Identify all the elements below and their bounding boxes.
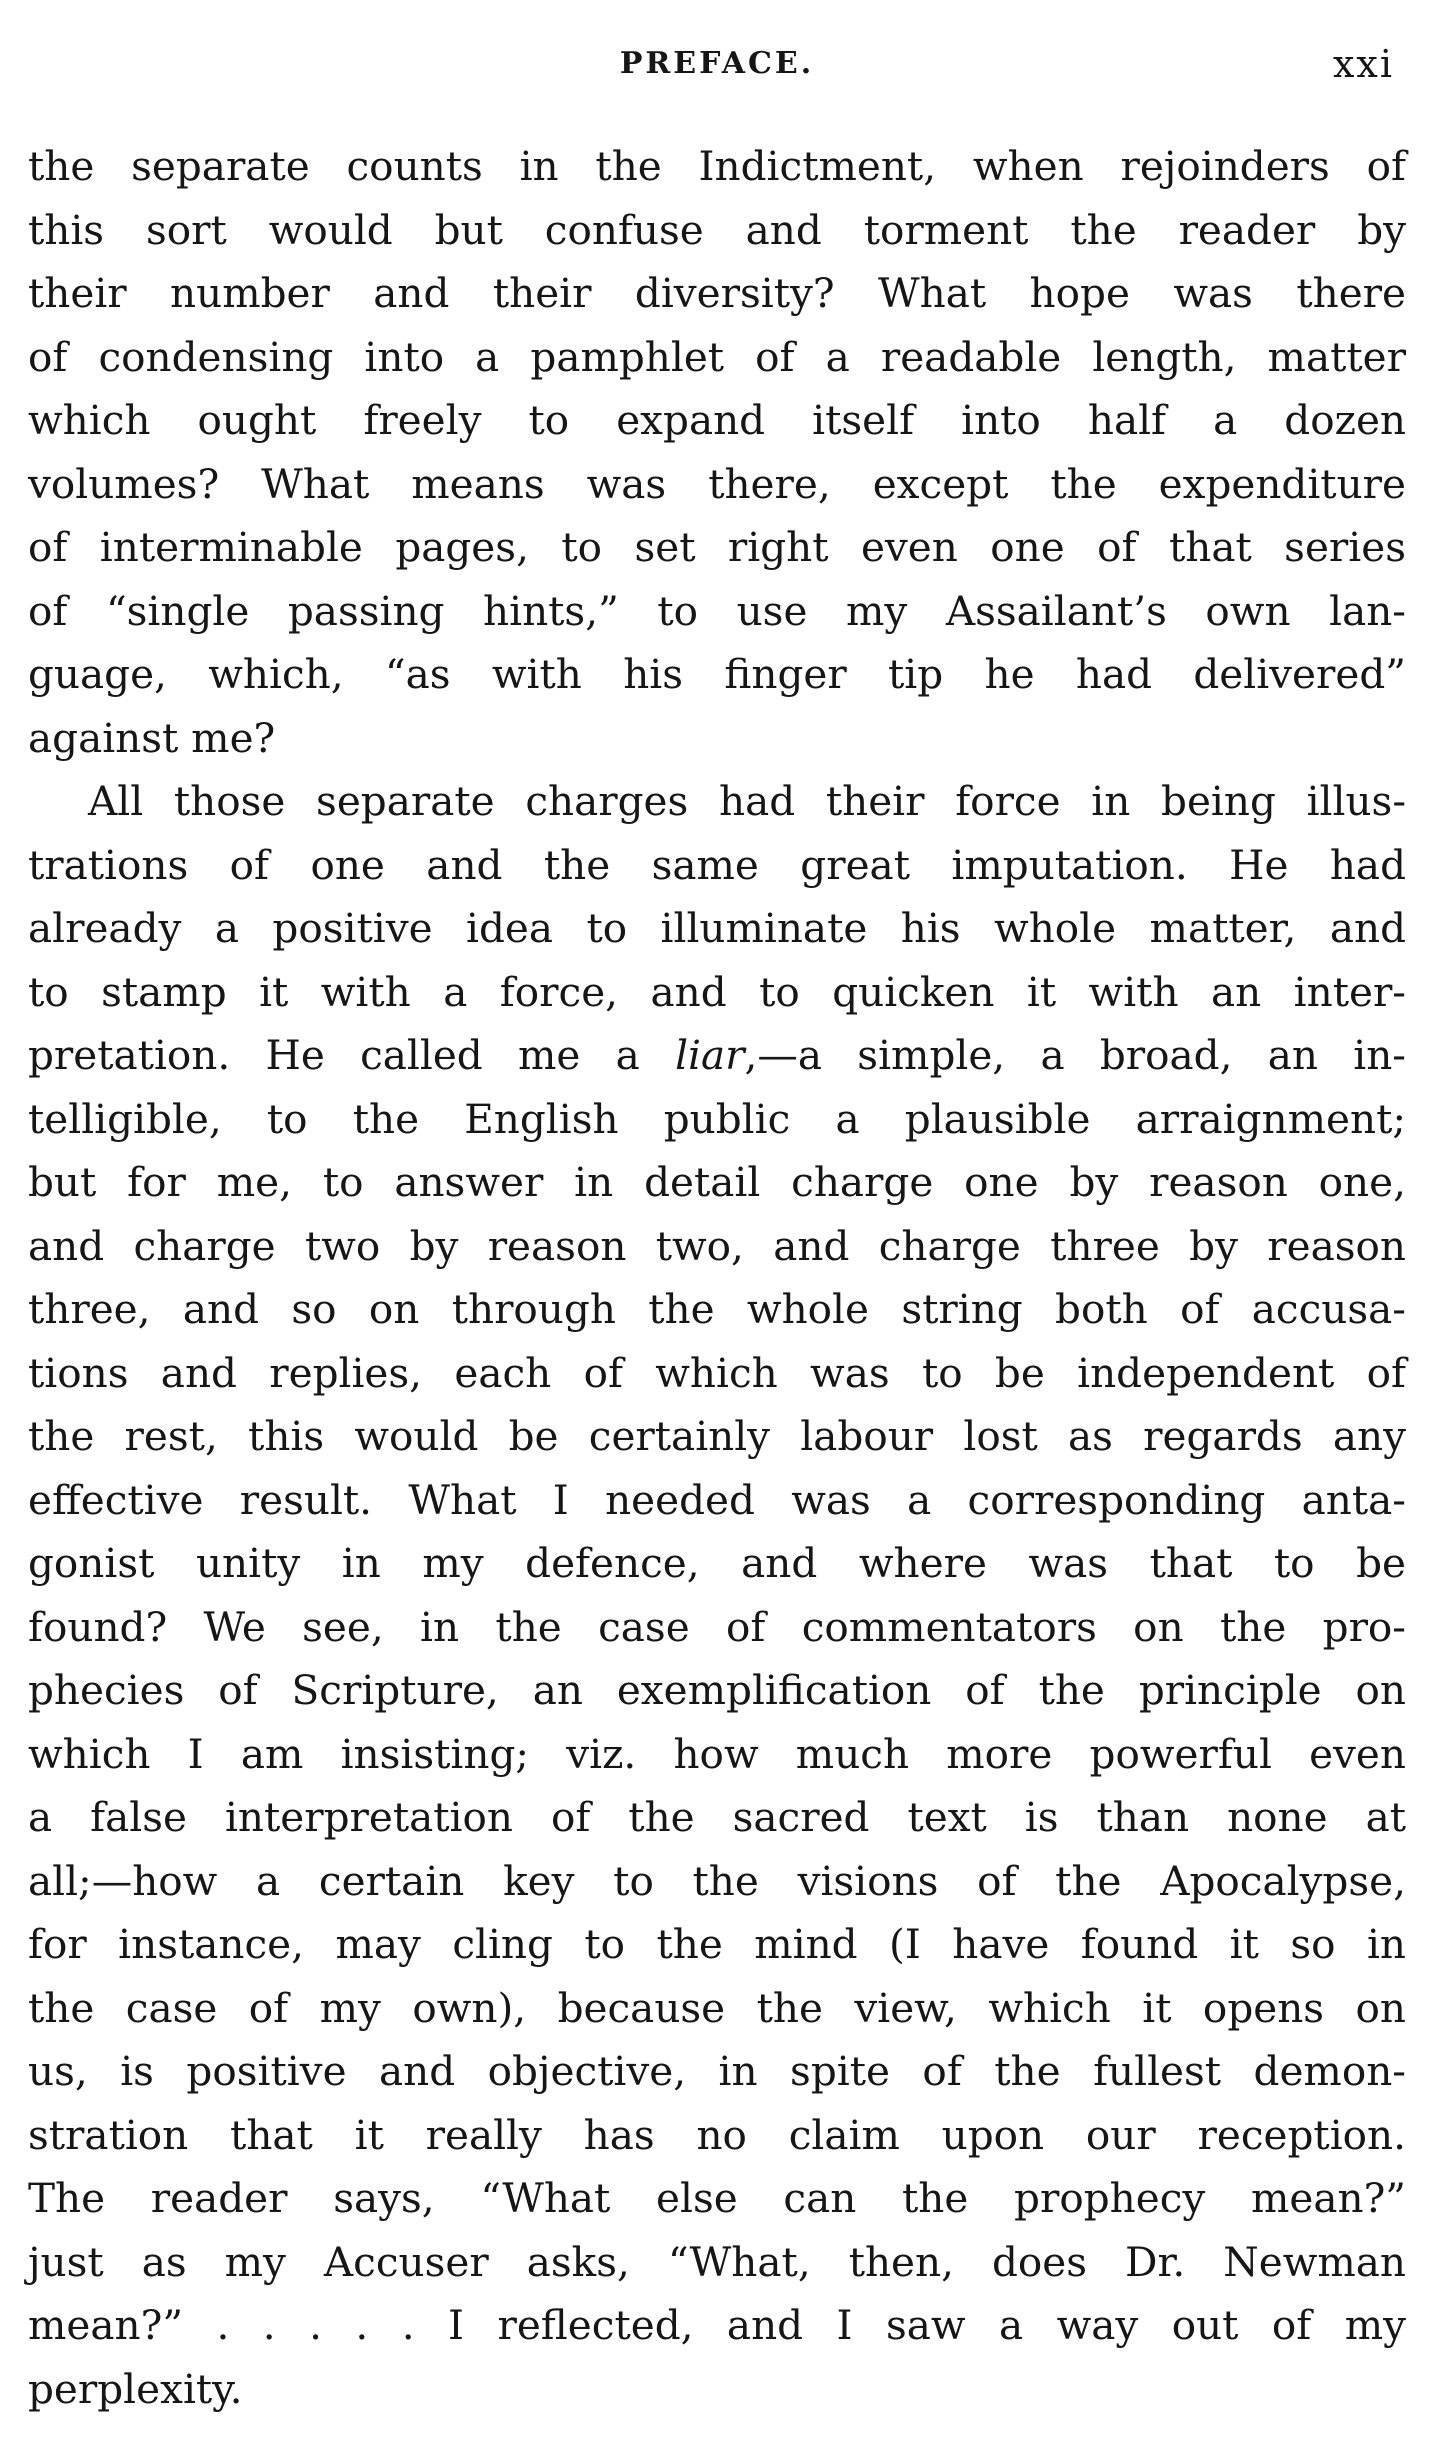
italic-word: liar [675, 1031, 745, 1079]
text-line: All those separate charges had their force in being illus- [88, 777, 1406, 825]
text-line: phecies of Scripture, an exemplification of the principle on [28, 1666, 1406, 1714]
text-line: all;—how a certain key to the visions of the Apocalypse, [28, 1856, 1406, 1905]
text-line: guage, which, “as with his finger tip he had delivered” [28, 650, 1406, 698]
text-line: already a positive idea to illuminate his whole matter, and [28, 904, 1406, 952]
text-line: of “single passing hints,” to use my Assailant’s own lan- [28, 586, 1406, 635]
text-line: but for me, to answer in detail charge one by reason one, [28, 1158, 1406, 1206]
text-line: of condensing into a pamphlet of a readable length, matter [28, 332, 1406, 381]
text-line: a false interpretation of the sacred text is than none at [28, 1793, 1406, 1841]
text-line: trations of one and the same great imputation. He had [28, 840, 1406, 889]
text-line: just as my Accuser asks, “What, then, does Dr. Newman [28, 2237, 1406, 2286]
text-line: tions and replies, each of which was to be independent of [28, 1348, 1406, 1397]
text-line: stration that it really has no claim upon our reception. [28, 2110, 1406, 2159]
text-line: the rest, this would be certainly labour lost as regards any [28, 1412, 1406, 1460]
text-line: gonist unity in my defence, and where was that to be [28, 1539, 1406, 1587]
text-line: perplexity. [28, 2364, 243, 2413]
text-line: for instance, may cling to the mind (I have found it so in [28, 1920, 1406, 1968]
text-line: us, is positive and objective, in spite of the fullest demon- [28, 2047, 1406, 2095]
text-line: pretation. He called me a liar,—a simple, a broad, an in- [28, 1031, 1406, 1079]
text-line: found? We see, in the case of commentators on the pro- [28, 1602, 1406, 1651]
text-line: volumes? What means was there, except the expenditure [28, 459, 1406, 508]
text-line: three, and so on through the whole string both of accusa- [28, 1285, 1406, 1333]
text-line: the separate counts in the Indictment, when rejoinders of [28, 142, 1406, 190]
text-line: mean?” . . . . . I reflected, and I saw a way out of my [28, 2301, 1406, 2349]
text-line: telligible, to the English public a plausible arraignment; [28, 1094, 1406, 1143]
text-line: of interminable pages, to set right even one of that series [28, 523, 1406, 571]
text-line: the case of my own), because the view, which it opens on [28, 1983, 1406, 2032]
body-text [28, 135, 1406, 2421]
running-head [0, 42, 1434, 102]
text-line: effective result. What I needed was a corresponding anta- [28, 1475, 1406, 1524]
text-line: which ought freely to expand itself into half a dozen [28, 396, 1406, 444]
running-title: PREFACE. [619, 46, 815, 81]
text-line: against me? [28, 713, 276, 762]
text-line: to stamp it with a force, and to quicken it with an inter- [28, 967, 1406, 1016]
text-line: The reader says, “What else can the prophecy mean?” [28, 2174, 1406, 2222]
text-line: and charge two by reason two, and charge three by reason [28, 1221, 1406, 1270]
text-line: their number and their diversity? What hope was there [28, 269, 1406, 317]
page-number: xxi [1332, 42, 1394, 86]
text-line: this sort would but confuse and torment the reader by [28, 205, 1406, 254]
text-line: which I am insisting; viz. how much more powerful even [28, 1729, 1406, 1778]
